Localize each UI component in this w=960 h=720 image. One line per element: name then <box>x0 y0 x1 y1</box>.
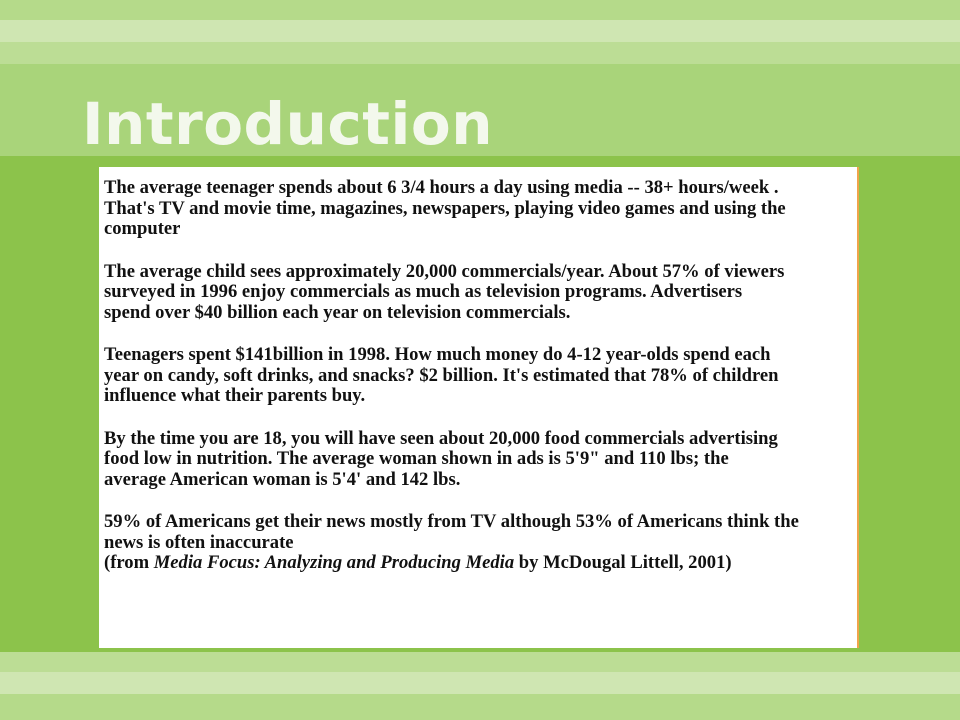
citation-title: Media Focus: Analyzing and Producing Media <box>153 552 515 573</box>
text-line: influence what their parents buy. <box>104 385 366 406</box>
citation-line <box>104 553 856 574</box>
paragraph-food-ads <box>104 429 856 491</box>
paragraph-commercials <box>104 262 856 324</box>
citation-prefix: (from <box>104 552 154 573</box>
text-line: The average child sees approximately 20,000 commercials/year. About 57% of viewers <box>104 260 785 282</box>
text-line: spend over $40 billion each year on television commercials. <box>104 301 571 323</box>
text-line: news is often inaccurate <box>104 531 294 553</box>
content-card <box>99 167 859 648</box>
text-line: surveyed in 1996 enjoy commercials as much as television programs. Advertisers <box>104 281 743 302</box>
top-band-2 <box>0 20 960 42</box>
citation-suffix: by McDougal Littell, 2001) <box>514 552 732 573</box>
text-line: computer <box>104 218 181 239</box>
bottom-band-3 <box>0 694 960 720</box>
bottom-band-2 <box>0 672 960 694</box>
text-line: The average teenager spends about 6 3/4 hours a day using media -- 38+ hours/week . <box>104 177 779 198</box>
content-text <box>104 178 856 574</box>
paragraph-news <box>104 512 856 574</box>
text-line: year on candy, soft drinks, and snacks? $2 billion. It's estimated that 78% of children <box>104 364 779 386</box>
text-line: food low in nutrition. The average woman shown in ads is 5'9" and 110 lbs; the <box>104 448 729 469</box>
top-band-1 <box>0 0 960 20</box>
paragraph-media-time <box>104 178 856 240</box>
text-line: That's TV and movie time, magazines, newspapers, playing video games and using the <box>104 197 786 219</box>
text-line: 59% of Americans get their news mostly from TV although 53% of Americans think the <box>104 511 799 532</box>
paragraph-spending <box>104 345 856 407</box>
slide-title: Introduction <box>82 90 493 158</box>
top-band-3 <box>0 42 960 64</box>
text-line: By the time you are 18, you will have seen about 20,000 food commercials advertising <box>104 427 778 449</box>
text-line: Teenagers spent $141billion in 1998. How much money do 4-12 year-olds spend each <box>104 344 771 365</box>
text-line: average American woman is 5'4' and 142 lbs. <box>104 468 461 490</box>
bottom-band-1 <box>0 652 960 672</box>
